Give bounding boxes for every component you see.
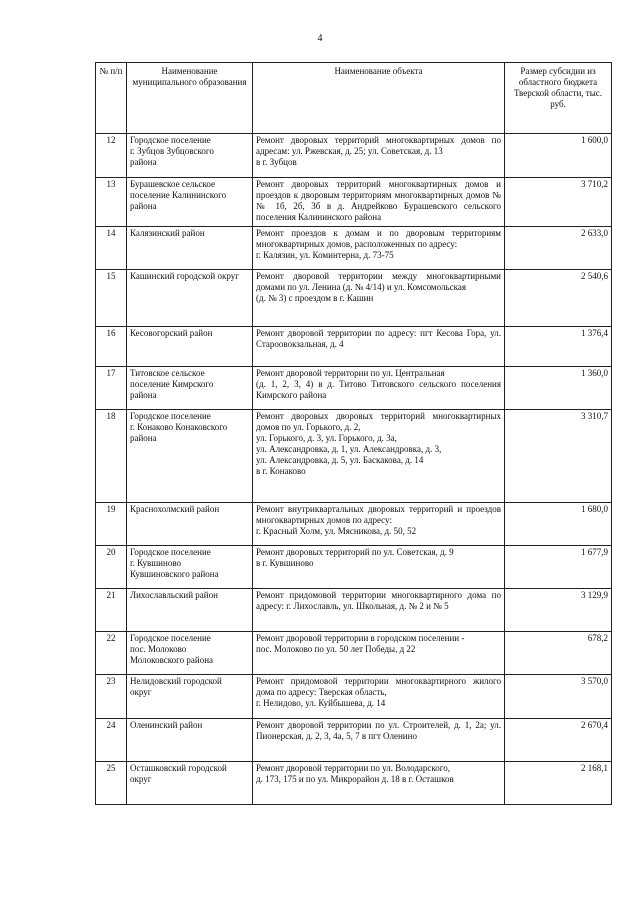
object-name: Ремонт придомовой территории многоквартирного дома по адресу: г. Лихославль, ул. Школьная, д. № 2 и № 5 [253,589,505,632]
object-name: Ремонт дворовых территорий многоквартирных домов и проездов к дворовым территориям многоквартирных домов №№ 1б, 2б, 3б в д. Андрейково Бурашевского сельского поселения Калининского района [253,178,505,227]
table-row [96,178,612,227]
table-row [96,327,612,367]
page-number: 4 [317,33,323,44]
row-number: 12 [96,134,127,178]
table-row [96,675,612,719]
object-name: Ремонт дворовой территории между многоквартирными домами по ул. Ленина (д. № 4/14) и ул. Комсомольская (д. № 3) с проездом в г. Кашин [253,270,505,327]
row-number: 23 [96,675,127,719]
subsidy-amount: 2 168,1 [505,762,612,805]
table-row [96,270,612,327]
table-row [96,134,612,178]
table-row [96,719,612,762]
subsidy-amount: 3 710,2 [505,178,612,227]
object-name: Ремонт дворовых дворовых территорий многоквартирных домов по ул. Горького, д. 2, ул. Горького, д. 3, ул. Горького, д. 3а, ул. Александровка, д. 1, ул. Александровка, д. 3, ул. Александровка, д. 5, ул. Баскакова, д. 14 в г. Конаково [253,410,505,503]
municipality-name: Городское поселение пос. Молоково Молоковского района [127,632,253,675]
subsidy-amount: 1 600,0 [505,134,612,178]
row-number: 17 [96,367,127,410]
municipality-name: Городское поселение г. Кувшиново Кувшиновского района [127,546,253,589]
table-row [96,762,612,805]
row-number: 21 [96,589,127,632]
subsidy-amount: 2 540,6 [505,270,612,327]
object-name: Ремонт дворовых территорий многоквартирных домов по адресам: ул. Ржевская, д. 25; ул. Советская, д. 13 в г. Зубцов [253,134,505,178]
municipality-name: Кесовогорский район [127,327,253,367]
municipality-name: Осташковский городской округ [127,762,253,805]
municipality-name: Оленинский район [127,719,253,762]
row-number: 25 [96,762,127,805]
municipality-name: Краснохолмский район [127,503,253,546]
header-municipality: Наименование муниципального образования [127,63,253,134]
table-row [96,227,612,270]
municipality-name: Городское поселение г. Зубцов Зубцовского района [127,134,253,178]
subsidy-amount: 1 376,4 [505,327,612,367]
row-number: 22 [96,632,127,675]
municipality-name: Бурашевское сельское поселение Калининского района [127,178,253,227]
object-name: Ремонт дворовой территории по ул. Строителей, д. 1, 2а; ул. Пионерская, д. 2, 3, 4а, 5, 7 в пгт Оленино [253,719,505,762]
table-row [96,367,612,410]
subsidy-amount: 2 633,0 [505,227,612,270]
municipality-name: Нелидовский городской округ [127,675,253,719]
subsidy-amount: 1 360,0 [505,367,612,410]
municipality-name: Калязинский район [127,227,253,270]
header-num: № п/п [96,63,127,134]
header-object: Наименование объекта [253,63,505,134]
table-header-row [96,63,612,134]
row-number: 24 [96,719,127,762]
table-row [96,589,612,632]
object-name: Ремонт проездов к домам и по дворовым территориям многоквартирных домов, расположенных по адресу: г. Калязин, ул. Коминтерна, д. 73-75 [253,227,505,270]
table-row [96,546,612,589]
table-row [96,503,612,546]
municipality-name: Кашинский городской округ [127,270,253,327]
subsidy-amount: 3 310,7 [505,410,612,503]
table-row [96,632,612,675]
row-number: 15 [96,270,127,327]
row-number: 14 [96,227,127,270]
municipality-name: Лихославльский район [127,589,253,632]
header-amount: Размер субсидии из областного бюджета Тверской области, тыс. руб. [505,63,612,134]
object-name: Ремонт дворовой территории по ул. Центральная (д. 1, 2, 3, 4) в д. Титово Титовского сельского поселения Кимрского района [253,367,505,410]
subsidy-table [95,62,612,805]
row-number: 20 [96,546,127,589]
subsidy-amount: 678,2 [505,632,612,675]
object-name: Ремонт внутриквартальных дворовых территорий и проездов многоквартирных домов по адресу: г. Красный Холм, ул. Мясникова, д. 50, 52 [253,503,505,546]
row-number: 18 [96,410,127,503]
subsidy-amount: 1 677,9 [505,546,612,589]
subsidy-amount: 3 129,9 [505,589,612,632]
row-number: 19 [96,503,127,546]
municipality-name: Титовское сельское поселение Кимрского района [127,367,253,410]
object-name: Ремонт дворовой территории по адресу: пгт Кесова Гора, ул. Староовокзальная, д. 4 [253,327,505,367]
table-row [96,410,612,503]
subsidy-amount: 1 680,0 [505,503,612,546]
object-name: Ремонт придомовой территории многоквартирного жилого дома по адресу: Тверская область, г. Нелидово, ул. Куйбышева, д. 14 [253,675,505,719]
object-name: Ремонт дворовой территории в городском поселении - пос. Молоково по ул. 50 лет Победы, д 22 [253,632,505,675]
municipality-name: Городское поселение г. Конаково Конаковского района [127,410,253,503]
subsidy-amount: 2 670,4 [505,719,612,762]
subsidy-amount: 3 570,0 [505,675,612,719]
row-number: 13 [96,178,127,227]
object-name: Ремонт дворовых территорий по ул. Советская, д. 9 в г. Кувшиново [253,546,505,589]
row-number: 16 [96,327,127,367]
object-name: Ремонт дворовой территории по ул. Володарского, д. 173, 175 и по ул. Микрорайон д. 18 в г. Осташков [253,762,505,805]
